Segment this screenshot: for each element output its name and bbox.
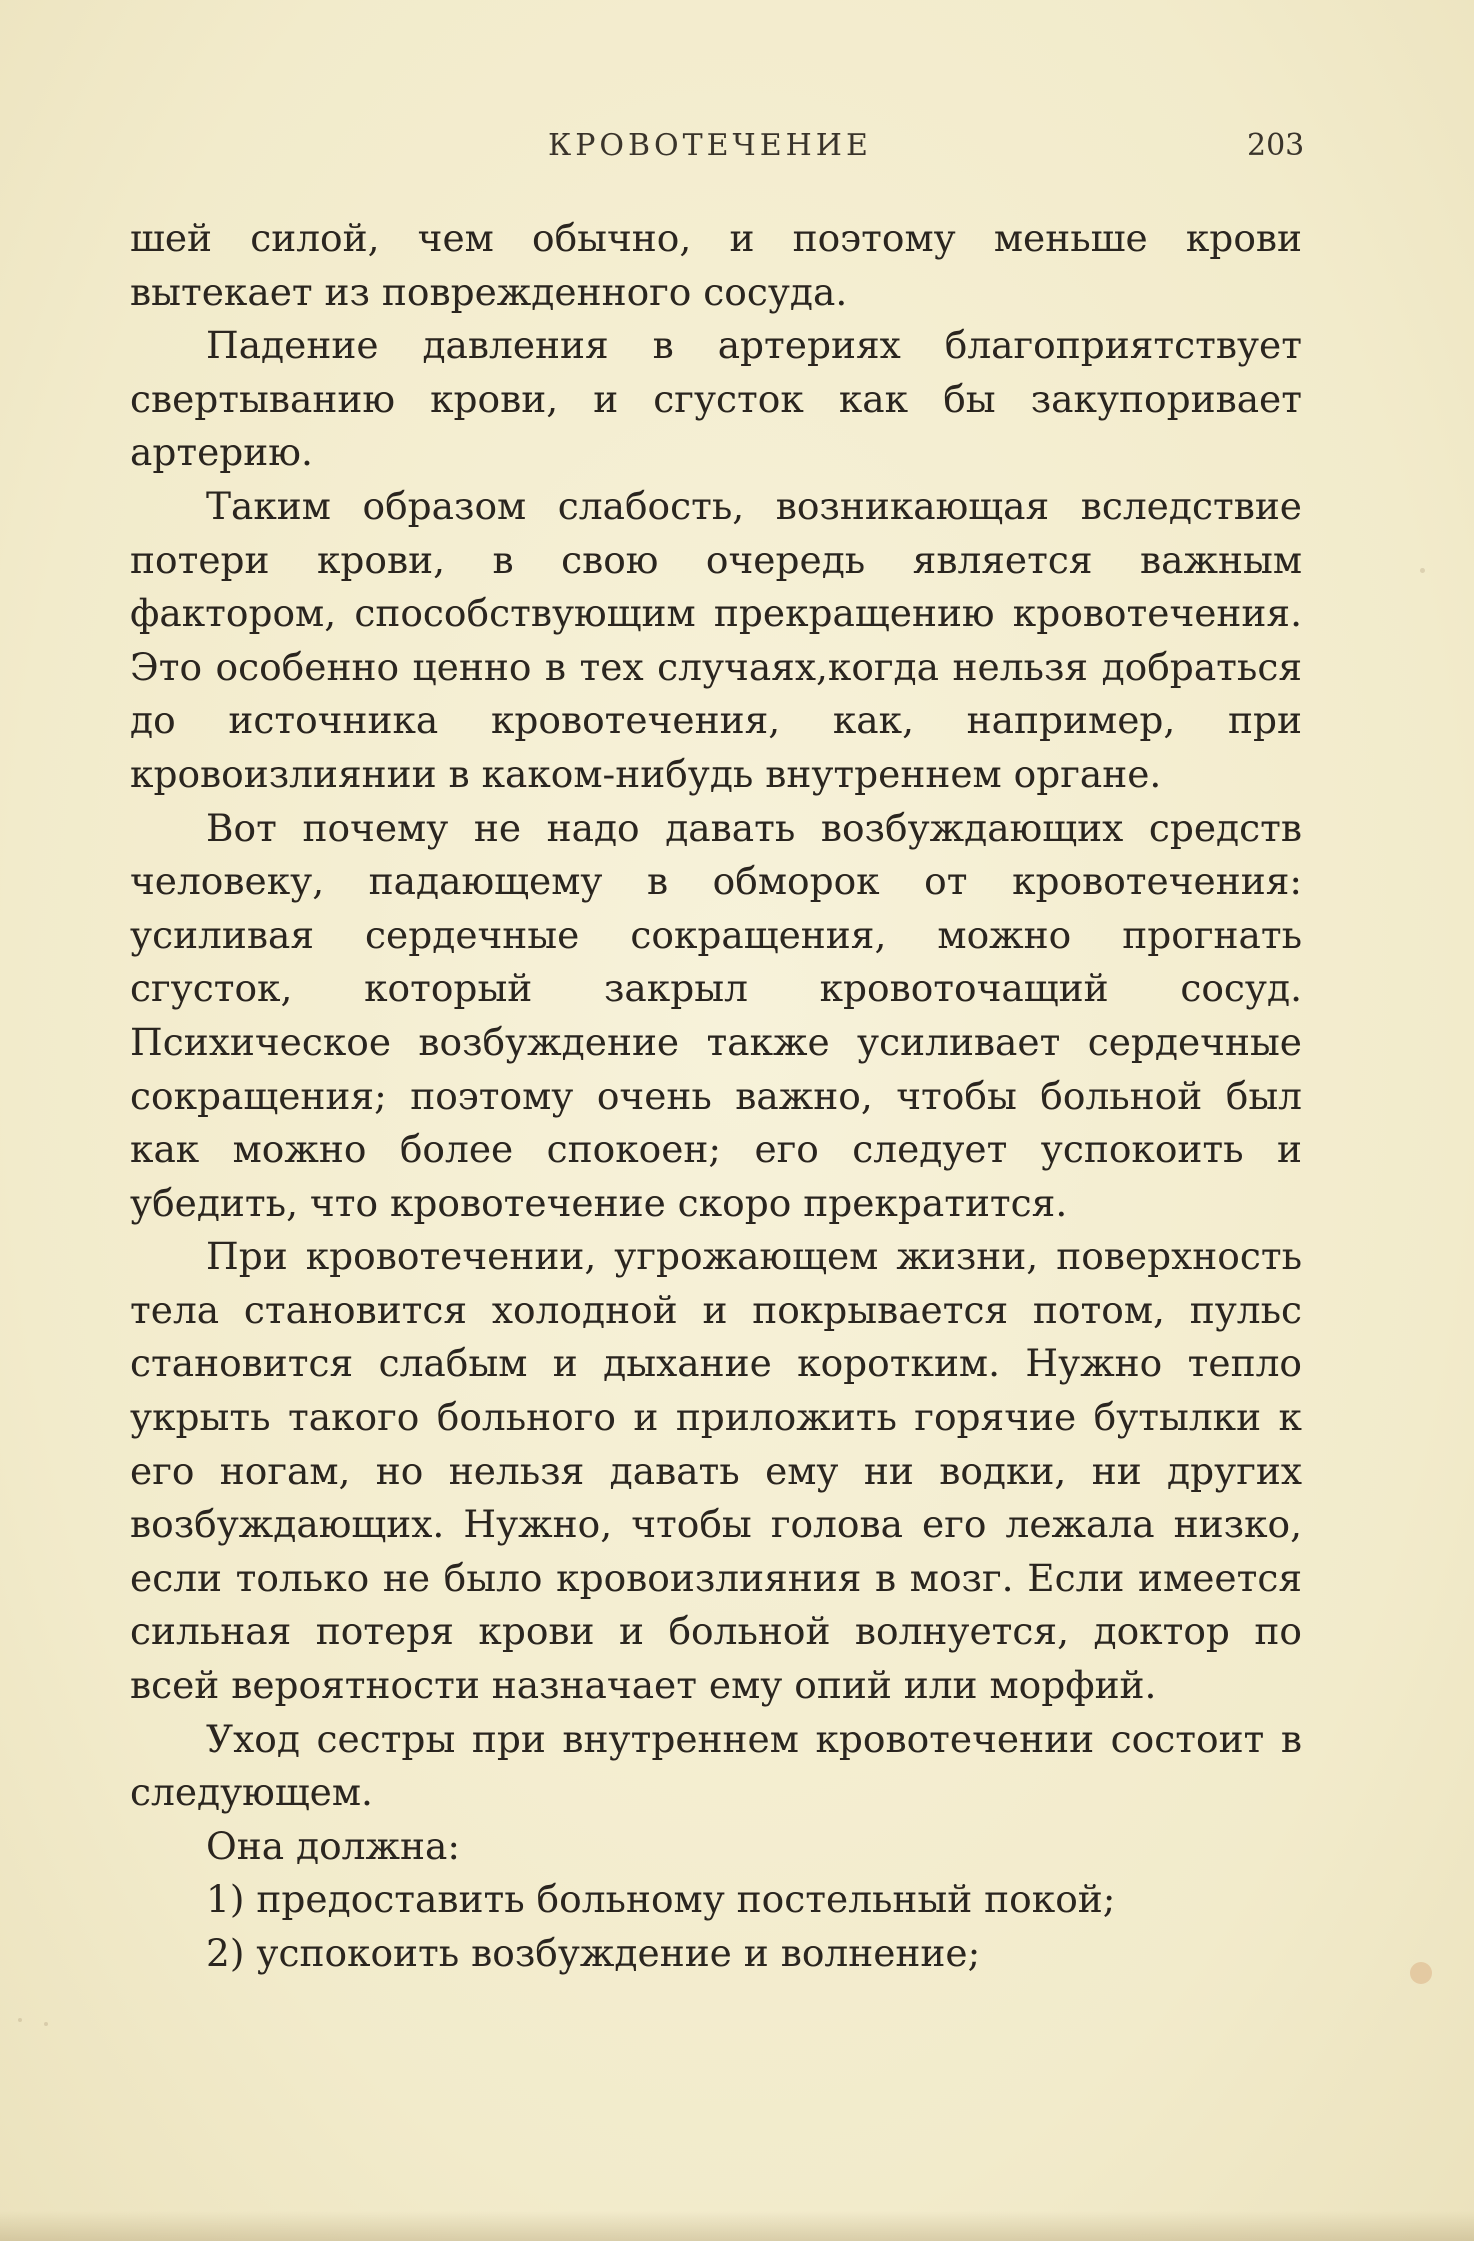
list-item: 1) предоставить больному постельный покой;: [206, 1877, 1116, 1922]
page-number: 203: [1247, 128, 1305, 163]
paragraph: При кровотечении, угрожающем жизни, поверхность тела становится холодной и покрывается потом, пульс становится слабым и дыхание коротким. Нужно тепло укрыть такого больного и приложить горячие бутылки к его ногам, но нельзя давать ему ни водки, ни других возбуждающих. Нужно, чтобы голова его лежала низко, если только не было кровоизлияния в мозг. Если имеется сильная потеря крови и больной волнуется, доктор по всей вероятности назначает ему опий или морфий.: [130, 1234, 1302, 1708]
paragraph: Вот почему не надо давать возбуждающих средств человеку, падающему в обморок от кровотечения: усиливая сердечные сокращения, можно прогнать сгусток, который закрыл кровоточащий сосуд. Психическое возбуждение также усиливает сердечные сокращения; поэтому очень важно, чтобы больной был как можно более спокоен; его следует успокоить и убедить, что кровотечение скоро прекратится.: [130, 805, 1302, 1225]
paper-speck: [44, 2022, 48, 2026]
paper-speck: [1420, 568, 1425, 573]
paragraph: Падение давления в артериях благоприятствует свертыванию крови, и сгусток как бы закупоривает артерию.: [130, 323, 1302, 475]
body-text: [130, 212, 1302, 1981]
page-bottom-edge: [0, 2211, 1474, 2241]
paragraph: Таким образом слабость, возникающая вследствие потери крови, в свою очередь является важным фактором, способствующим прекращению кровотечения. Это особенно ценно в тех случаях,когда нельзя добраться до источника кровотечения, как, например, при кровоизлиянии в каком-нибудь внутреннем органе.: [130, 483, 1302, 796]
paragraph: Она должна:: [206, 1823, 460, 1868]
list-item: 2) успокоить возбуждение и волнение;: [206, 1931, 981, 1975]
running-title: КРОВОТЕЧЕНИЕ: [548, 128, 872, 163]
paper-speck: [18, 2018, 22, 2022]
running-head: [0, 128, 1474, 178]
paper-stain: [1410, 1962, 1432, 1984]
paragraph: Уход сестры при внутреннем кровотечении состоит в следующем.: [130, 1716, 1302, 1815]
paragraph: шей силой, чем обычно, и поэтому меньше крови вытекает из поврежденного сосуда.: [130, 216, 1302, 314]
